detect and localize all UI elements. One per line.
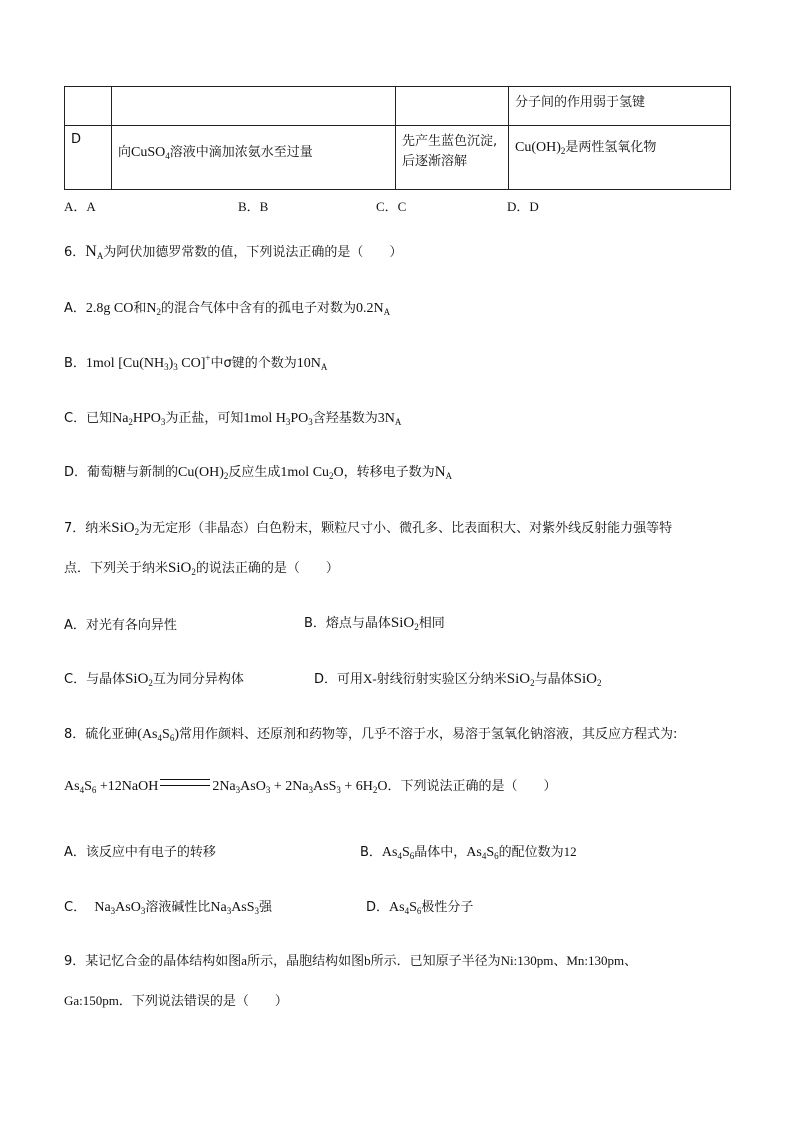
conclusion-text: $Cu(OH)_2$是两性氢氧化物 [515, 140, 657, 156]
table-cell-text: 分子间的作用弱于氢键 [515, 95, 646, 110]
operation-text: 向CuSO$_4$溶液中滴加浓氨水至过量 [118, 145, 313, 161]
question-6-stem: 6．$N_A$为阿伏加德罗常数的值，下列说法正确的是（ ） [64, 243, 403, 261]
table-row [65, 87, 731, 126]
table-cell [396, 126, 509, 190]
table-cell [112, 87, 396, 126]
option-b: B．B [238, 199, 269, 214]
question-6-option-d: D．葡萄糖与新制的$Cu(OH)_2$反应生成1mol $Cu_2O$，转移电子数为$N_A$ [64, 464, 453, 481]
question-6-option-c: C．已知$Na_2HPO_3$为正盐，可知1mol $H_3PO_3$含羟基数为$3N_A$ [64, 411, 402, 427]
table-cell [509, 126, 731, 190]
table-cell [509, 87, 731, 126]
table-cell [65, 126, 112, 190]
phenomenon-text [396, 126, 508, 172]
question-9-stem-line1: 9．某记忆合金的晶体结构如图a所示，晶胞结构如图b所示．已知原子半径为Ni:130pm、Mn:130pm、 [64, 953, 638, 969]
table-cell [112, 126, 396, 190]
question-7-option-a: A．对光有各向异性 [64, 618, 177, 633]
question-8-option-a: A．该反应中有电子的转移 [64, 845, 216, 860]
question-7-stem-line2: 点．下列关于纳米SiO$_2$的说法正确的是（ ） [64, 560, 339, 577]
question-7-stem-line1: 7．纳米SiO$_2$为无定形（非晶态）白色粉末，颗粒尺寸小、微孔多、比表面积大、对紫外线反射能力强等特 [64, 520, 673, 537]
question-table [64, 86, 731, 190]
question-8-stem-line1: 8．硫化亚砷$(As_4S_6)$常用作颜料、还原剂和药物等，几乎不溶于水，易溶于氢氧化钠溶液，其反应方程式为: [64, 727, 678, 743]
option-a: A．A [64, 199, 96, 214]
question-8-equation-line: $As_4S_6$ +12NaOH $2Na_3AsO_3 + 2Na_3AsS_3 + 6H_2O$．下列说法正确的是（ ） [64, 779, 557, 795]
question-7-option-b: B．熔点与晶体SiO$_2$相同 [304, 615, 445, 632]
table-row [65, 126, 731, 190]
phenomenon-line: 先产生蓝色沉淀, [402, 134, 498, 149]
option-c: C．C [376, 199, 407, 214]
option-letter: D [71, 132, 82, 147]
question-7-option-c: C．与晶体SiO$_2$互为同分异构体 [64, 671, 244, 688]
question-8-option-b: B．$As_4S_6$晶体中，$As_4S_6$的配位数为12 [360, 844, 577, 861]
table-cell [65, 87, 112, 126]
equals-sign-icon [160, 779, 210, 786]
question-6-option-a: A．2.8g CO和$N_2$的混合气体中含有的孤电子对数为$0.2N_A$ [64, 301, 391, 317]
question-8-option-c: C． $Na_3AsO_3$溶液碱性比$Na_3AsS_3$强 [64, 900, 273, 916]
question-8-option-d: D．$As_4S_6$极性分子 [366, 900, 474, 916]
option-d: D．D [507, 199, 539, 214]
table-cell [396, 87, 509, 126]
phenomenon-line: 后逐渐溶解 [402, 154, 468, 169]
question-7-option-d: D．可用X-射线衍射实验区分纳米SiO$_2$与晶体SiO$_2$ [314, 671, 602, 688]
question-9-stem-line2: Ga:150pm．下列说法错误的是（ ） [64, 993, 288, 1009]
question-6-option-b: B．1mol [$Cu(NH_3)_3$ CO]+中σ键的个数为$10N_A$ [64, 353, 328, 372]
